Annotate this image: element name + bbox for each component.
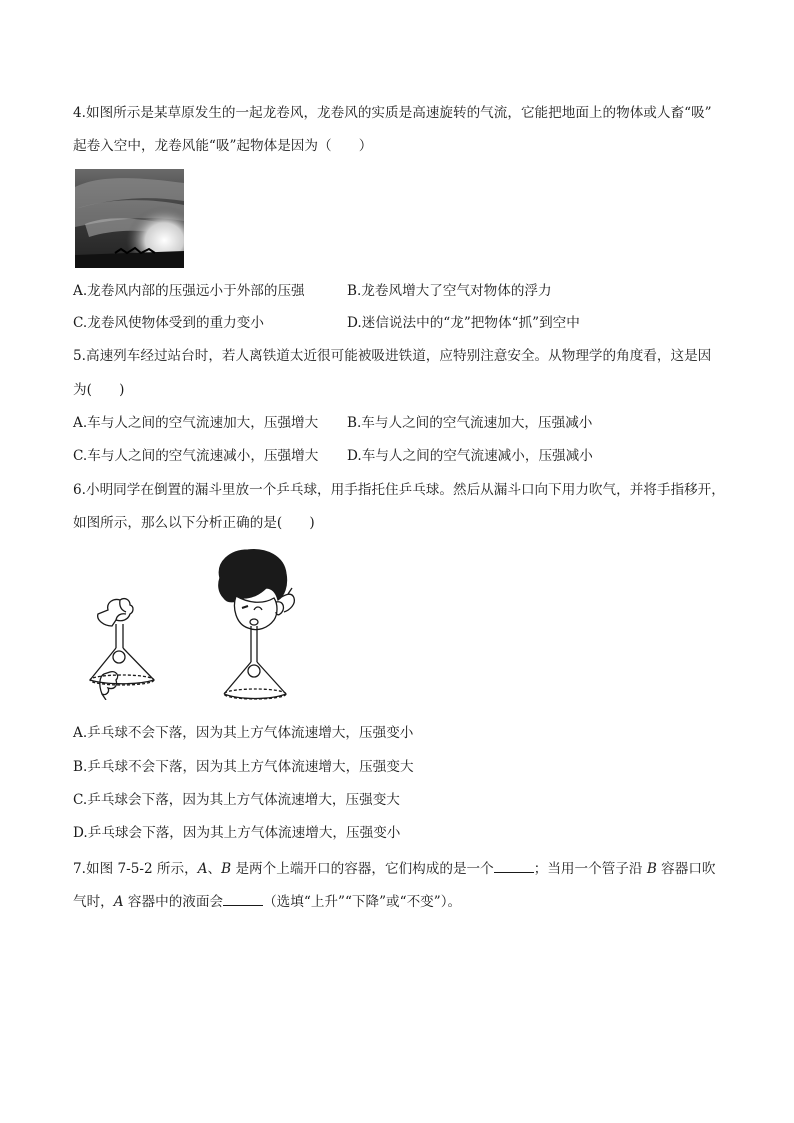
q4-option-c[interactable]: C.龙卷风使物体受到的重力变小 <box>73 315 264 331</box>
tornado-photo <box>75 169 184 268</box>
q7-var-a: A <box>197 861 208 877</box>
q7-var-b: B <box>646 861 657 877</box>
q7-text-part: 气时， <box>73 894 114 910</box>
q6-option-a[interactable]: A.乒乓球不会下落，因为其上方气体流速增大，压强变小 <box>73 725 414 741</box>
q5-stem-line1: 5.高速列车经过站台时，若人离铁道太近很可能被吸进铁道，应特别注意安全。从物理学的角度看，这是因 <box>73 348 712 364</box>
q6-stem-line1: 6.小明同学在倒置的漏斗里放一个乒乓球，用手指托住乒乓球。然后从漏斗口向下用力吹气，并将手指移开， <box>73 482 725 498</box>
q7-stem-line2 <box>73 891 461 911</box>
q4-option-a[interactable]: A.龙卷风内部的压强远小于外部的压强 <box>73 283 305 299</box>
q5-option-a[interactable]: A.车与人之间的空气流速加大，压强增大 <box>73 415 319 431</box>
q4-option-d[interactable]: D.迷信说法中的“龙”把物体“抓”到空中 <box>347 315 580 331</box>
q6-option-b[interactable]: B.乒乓球不会下落，因为其上方气体流速增大，压强变大 <box>73 759 414 775</box>
q5-option-c[interactable]: C.车与人之间的空气流速减小，压强增大 <box>73 448 319 464</box>
q4-stem-line2: 起卷入空中，龙卷风能“吸”起物体是因为（ ） <box>73 138 373 154</box>
q7-text-part: 7.如图 7-5-2 所示， <box>73 861 198 877</box>
q5-stem-line2: 为( ) <box>73 382 125 398</box>
q7-stem-line1 <box>73 858 716 878</box>
q7-text-part: 容器中的液面会 <box>123 894 224 910</box>
q4-stem-line1: 4.如图所示是某草原发生的一起龙卷风，龙卷风的实质是高速旋转的气流，它能把地面上的物体或人畜“吸” <box>73 105 712 121</box>
q7-blank-1[interactable] <box>494 858 534 873</box>
q6-stem-line2: 如图所示，那么以下分析正确的是( ) <box>73 515 315 531</box>
q7-text-part: 容器口吹 <box>656 861 716 877</box>
q7-text-part: ；当用一个管子沿 <box>533 861 647 877</box>
funnel-with-hand-figure <box>86 596 166 700</box>
q6-option-d[interactable]: D.乒乓球会下落，因为其上方气体流速增大，压强变小 <box>73 825 401 841</box>
q5-option-b[interactable]: B.车与人之间的空气流速加大，压强减小 <box>347 415 593 431</box>
q5-option-d[interactable]: D.车与人之间的空气流速减小，压强减小 <box>347 448 593 464</box>
person-blowing-funnel-figure <box>214 548 310 704</box>
q7-var-b: B <box>221 861 232 877</box>
q7-blank-2[interactable] <box>223 891 263 906</box>
q6-option-c[interactable]: C.乒乓球会下落，因为其上方气体流速增大，压强变大 <box>73 792 400 808</box>
q7-var-a: A <box>113 894 124 910</box>
q7-text-part: （选填“上升”“下降”或“不变”）。 <box>263 894 462 910</box>
q4-option-b[interactable]: B.龙卷风增大了空气对物体的浮力 <box>347 283 552 299</box>
q7-text-part: 、 <box>207 861 222 877</box>
q7-text-part: 是两个上端开口的容器，它们构成的是一个 <box>231 861 494 877</box>
